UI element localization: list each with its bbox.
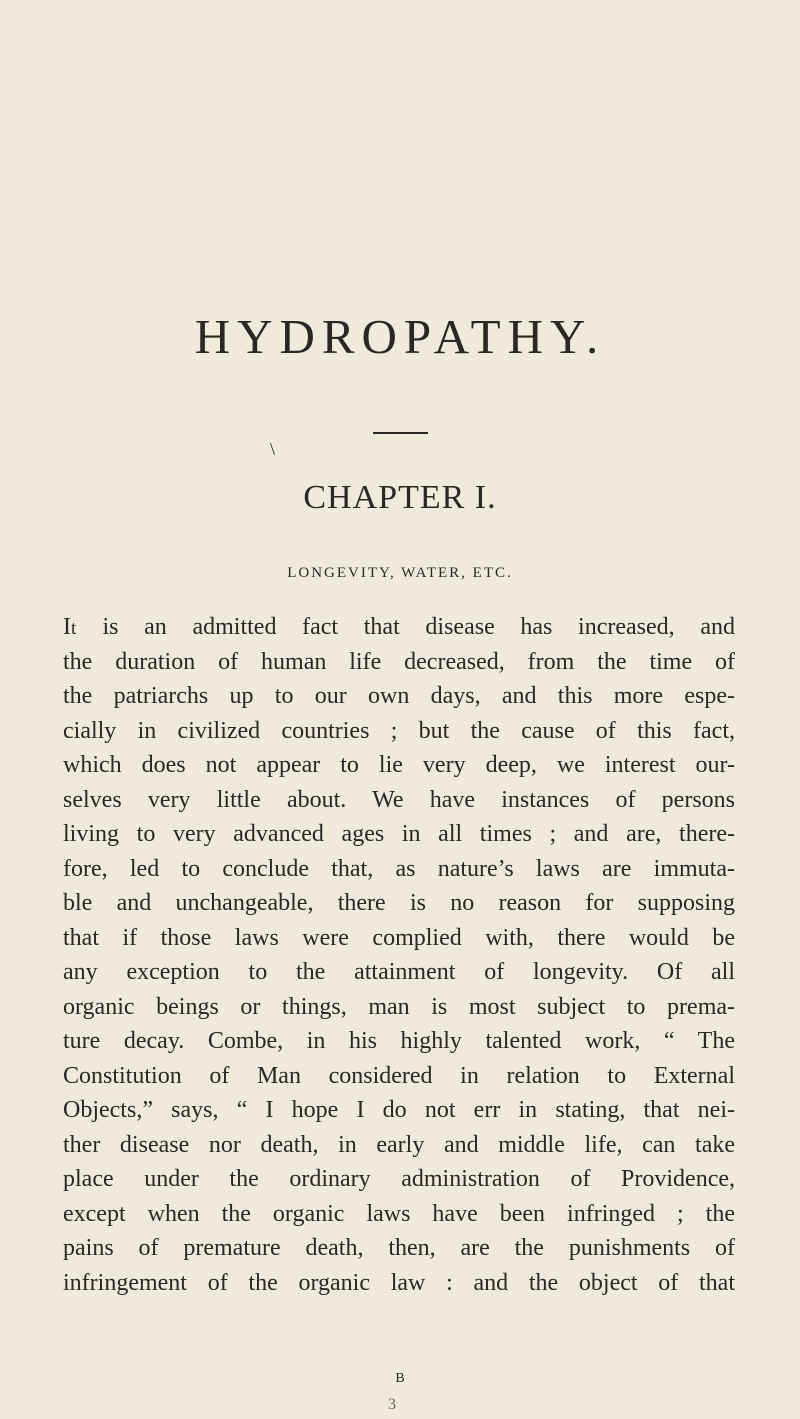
body-line: that if those laws were complied with, there would be bbox=[63, 924, 735, 951]
body-line: fore, led to conclude that, as nature’s laws are immuta- bbox=[63, 855, 735, 882]
signature-mark: B bbox=[395, 1371, 405, 1386]
body-line: ble and unchangeable, there is no reason for supposing bbox=[63, 890, 735, 916]
body-line: Constitution of Man considered in relation to External bbox=[63, 1062, 735, 1089]
body-line: pains of premature death, then, are the punishments of bbox=[63, 1235, 735, 1261]
body-line: ther disease nor death, in early and middle life, can take bbox=[63, 1131, 735, 1158]
page-title: HYDROPATHY. bbox=[194, 309, 606, 364]
body-line: selves very little about. We have instances of persons bbox=[63, 786, 735, 813]
bottom-mark: 3 bbox=[388, 1396, 396, 1413]
body-line: ture decay. Combe, in his highly talented work, “ The bbox=[63, 1028, 735, 1054]
chapter-heading: CHAPTER I. bbox=[303, 479, 497, 516]
rule-tick-mark: \ bbox=[270, 439, 276, 459]
body-line: the patriarchs up to our own days, and this more espe- bbox=[63, 683, 735, 709]
body-line: Objects,” says, “ I hope I do not err in stating, that nei- bbox=[63, 1097, 735, 1123]
title-rule bbox=[373, 432, 428, 434]
body-line: organic beings or things, man is most subject to prema- bbox=[63, 993, 735, 1020]
body-line: which does not appear to lie very deep, we interest our- bbox=[63, 752, 735, 778]
body-line: living to very advanced ages in all times ; and are, there- bbox=[63, 821, 735, 847]
initial-letter: I bbox=[63, 614, 71, 640]
body-line-1 bbox=[63, 610, 735, 645]
first-line-text: is an admitted fact that disease has increased, and bbox=[76, 614, 735, 640]
body-text bbox=[63, 610, 735, 1300]
body-line: the duration of human life decreased, from the time of bbox=[63, 648, 735, 675]
body-line: cially in civilized countries ; but the cause of this fact, bbox=[63, 717, 735, 744]
body-line: place under the ordinary administration of Providence, bbox=[63, 1166, 735, 1192]
body-line: infringement of the organic law : and the object of that bbox=[63, 1269, 735, 1296]
initial-rest: t bbox=[71, 618, 77, 639]
body-line: except when the organic laws have been infringed ; the bbox=[63, 1200, 735, 1227]
body-line: any exception to the attainment of longevity. Of all bbox=[63, 959, 735, 985]
chapter-subtitle: LONGEVITY, WATER, ETC. bbox=[287, 565, 513, 581]
